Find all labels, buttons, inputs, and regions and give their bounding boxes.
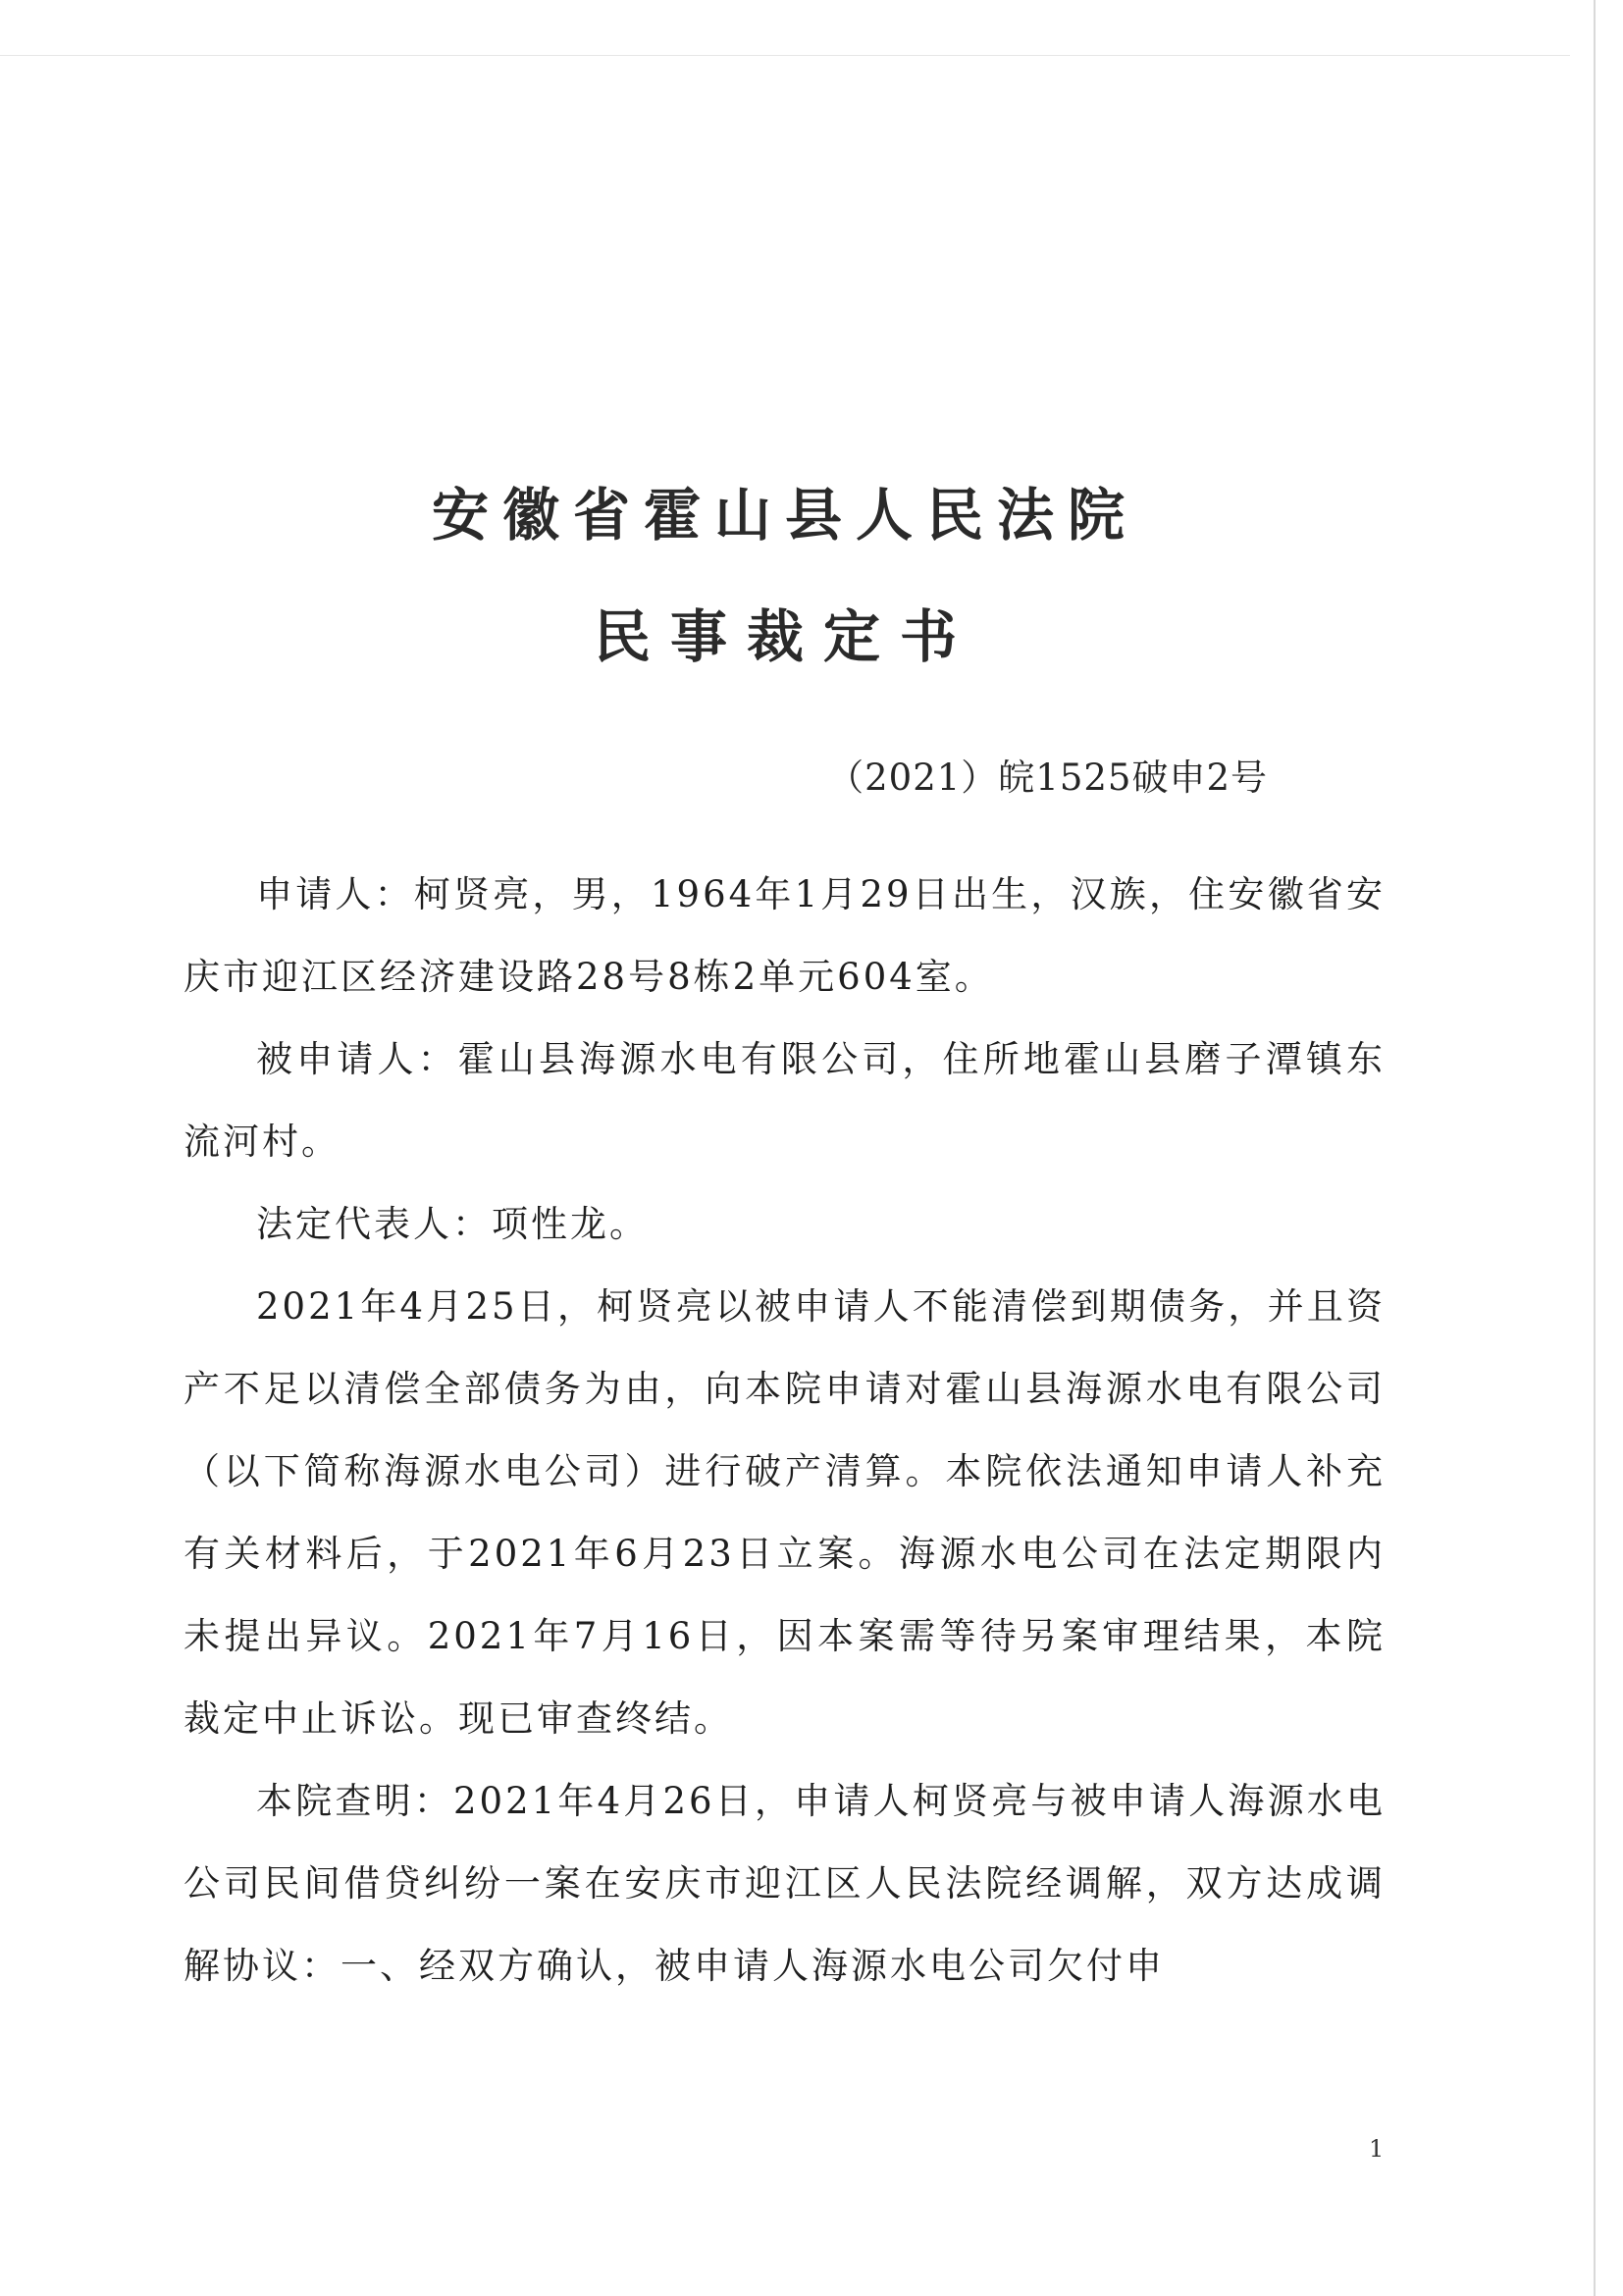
- scan-top-line: [0, 55, 1570, 56]
- page-number: 1: [1369, 2135, 1385, 2163]
- court-name: 安徽省霍山县人民法院: [431, 482, 1138, 548]
- scan-edge-line: [1594, 0, 1596, 2296]
- applicant-paragraph: 申请人：柯贤亮，男，1964年1月29日出生，汉族，住安徽省安庆市迎江区经济建设路28号8栋2单元604室。: [183, 873, 1386, 998]
- case-number: （2021）皖1525破申2号: [827, 757, 1268, 799]
- document-body: [183, 854, 1386, 2008]
- court-findings-paragraph: 本院查明：2021年4月26日，申请人柯贤亮与被申请人海源水电公司民间借贷纠纷一案在安庆市迎江区人民法院经调解，双方达成调解协议：一、经双方确认，被申请人海源水电公司欠付申: [183, 1780, 1386, 1987]
- respondent-paragraph: 被申请人：霍山县海源水电有限公司，住所地霍山县磨子潭镇东流河村。: [183, 1038, 1386, 1163]
- legal-representative-paragraph: 法定代表人：项性龙。: [256, 1203, 649, 1245]
- case-background-paragraph: 2021年4月25日，柯贤亮以被申请人不能清偿到期债务，并且资产不足以清偿全部债务为由，向本院申请对霍山县海源水电有限公司（以下简称海源水电公司）进行破产清算。本院依法通知申请人补充有关材料后，于2021年6月23日立案。海源水电公司在法定期限内未提出异议。2021年7月16日，因本案需等待另案审理结果，本院裁定中止诉讼。现已审查终结。: [183, 1285, 1386, 1740]
- document-title: 民事裁定书: [593, 603, 976, 670]
